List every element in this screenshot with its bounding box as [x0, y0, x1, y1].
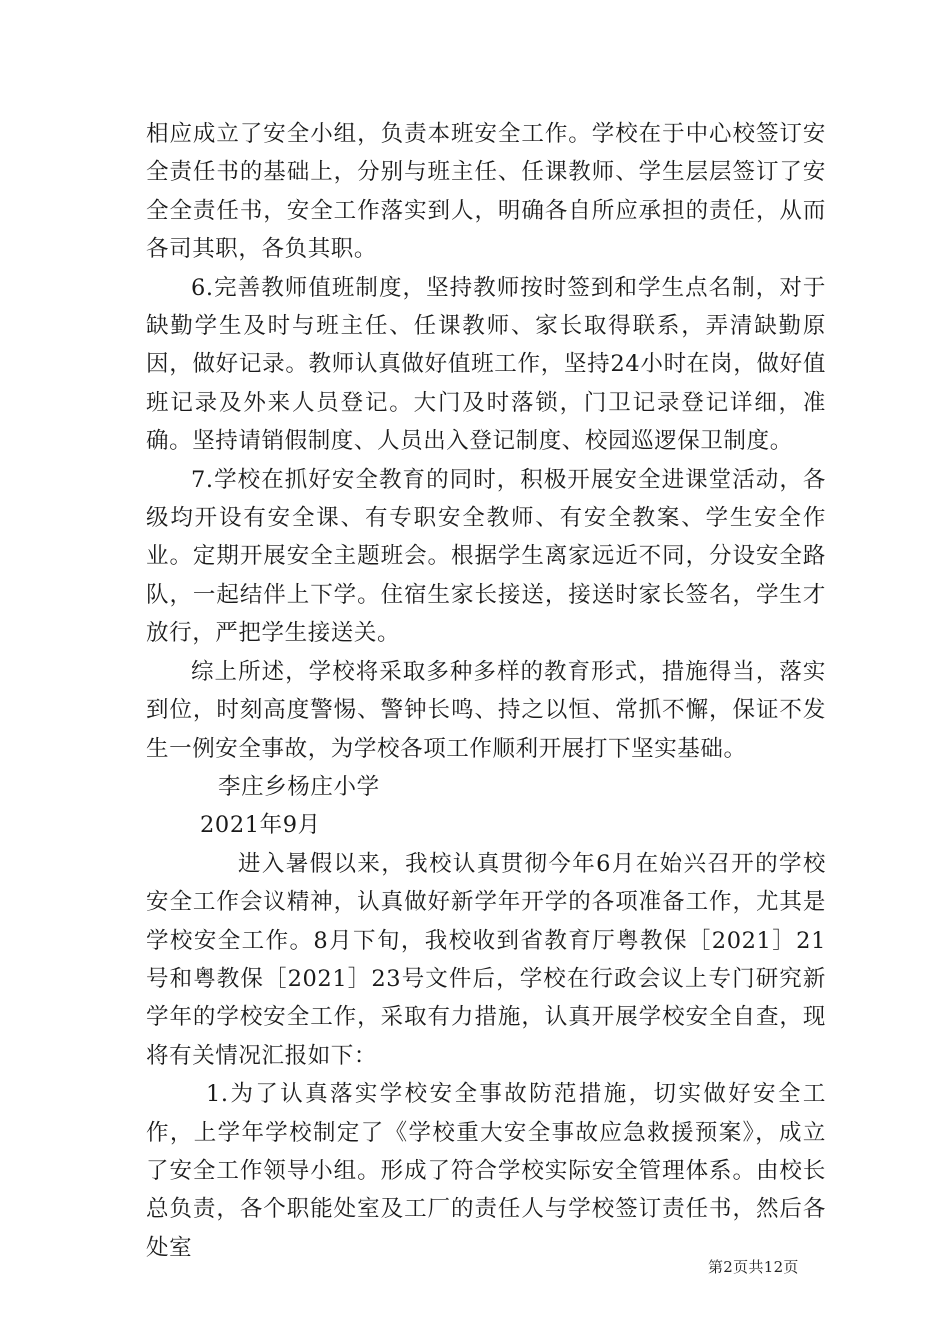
signature-school: 李庄乡杨庄小学 — [218, 773, 380, 800]
paragraph-item-1: 1.为了认真落实学校安全事故防范措施，切实做好安全工作，上学年学校制定了《学校重大安全事故应急救援预案》，成立了安全工作领导小组。形成了符合学校实际安全管理体系。由校长总负责，各个职能处室及工厂的责任人与学校签订责任书，然后各处室 — [146, 1081, 826, 1261]
paragraph-intro: 进入暑假以来，我校认真贯彻今年6月在始兴召开的学校安全工作会议精神，认真做好新学年开学的各项准备工作，尤其是学校安全工作。8月下旬，我校收到省教育厅粤教保［2021］21号和粤教保［2021］23号文件后，学校在行政会议上专门研究新学年的学校安全工作，采取有力措施，认真开展学校安全自查，现将有关情况汇报如下： — [146, 850, 826, 1069]
page-number: 第2页共12页 — [708, 1258, 799, 1276]
document-body — [146, 115, 826, 1267]
paragraph-summary: 综上所述，学校将采取多种多样的教育形式，措施得当，落实到位，时刻高度警惕、警钟长鸣、持之以恒、常抓不懈，保证不发生一例安全事故，为学校各项工作顺利开展打下坚实基础。 — [146, 658, 826, 762]
paragraph-item-6: 6.完善教师值班制度，坚持教师按时签到和学生点名制，对于缺勤学生及时与班主任、任课教师、家长取得联系，弄清缺勤原因，做好记录。教师认真做好值班工作，坚持24小时在岗，做好值班记录及外来人员登记。大门及时落锁，门卫记录登记详细，准确。坚持请销假制度、人员出入登记制度、校园巡逻保卫制度。 — [146, 274, 826, 455]
paragraph-item-7: 7.学校在抓好安全教育的同时，积极开展安全进课堂活动，各级均开设有安全课、有专职安全教师、有安全教案、学生安全作业。定期开展安全主题班会。根据学生离家远近不同，分设安全路队，一起结伴上下学。住宿生家长接送，接送时家长签名，学生才放行，严把学生接送关。 — [146, 466, 826, 647]
paragraph-class-safety: 相应成立了安全小组，负责本班安全工作。学校在于中心校签订安全责任书的基础上，分别与班主任、任课教师、学生层层签订了安全全责任书，安全工作落实到人，明确各自所应承担的责任，从而各司其职，各负其职。 — [146, 121, 826, 263]
signature-date: 2021年9月 — [200, 812, 321, 839]
